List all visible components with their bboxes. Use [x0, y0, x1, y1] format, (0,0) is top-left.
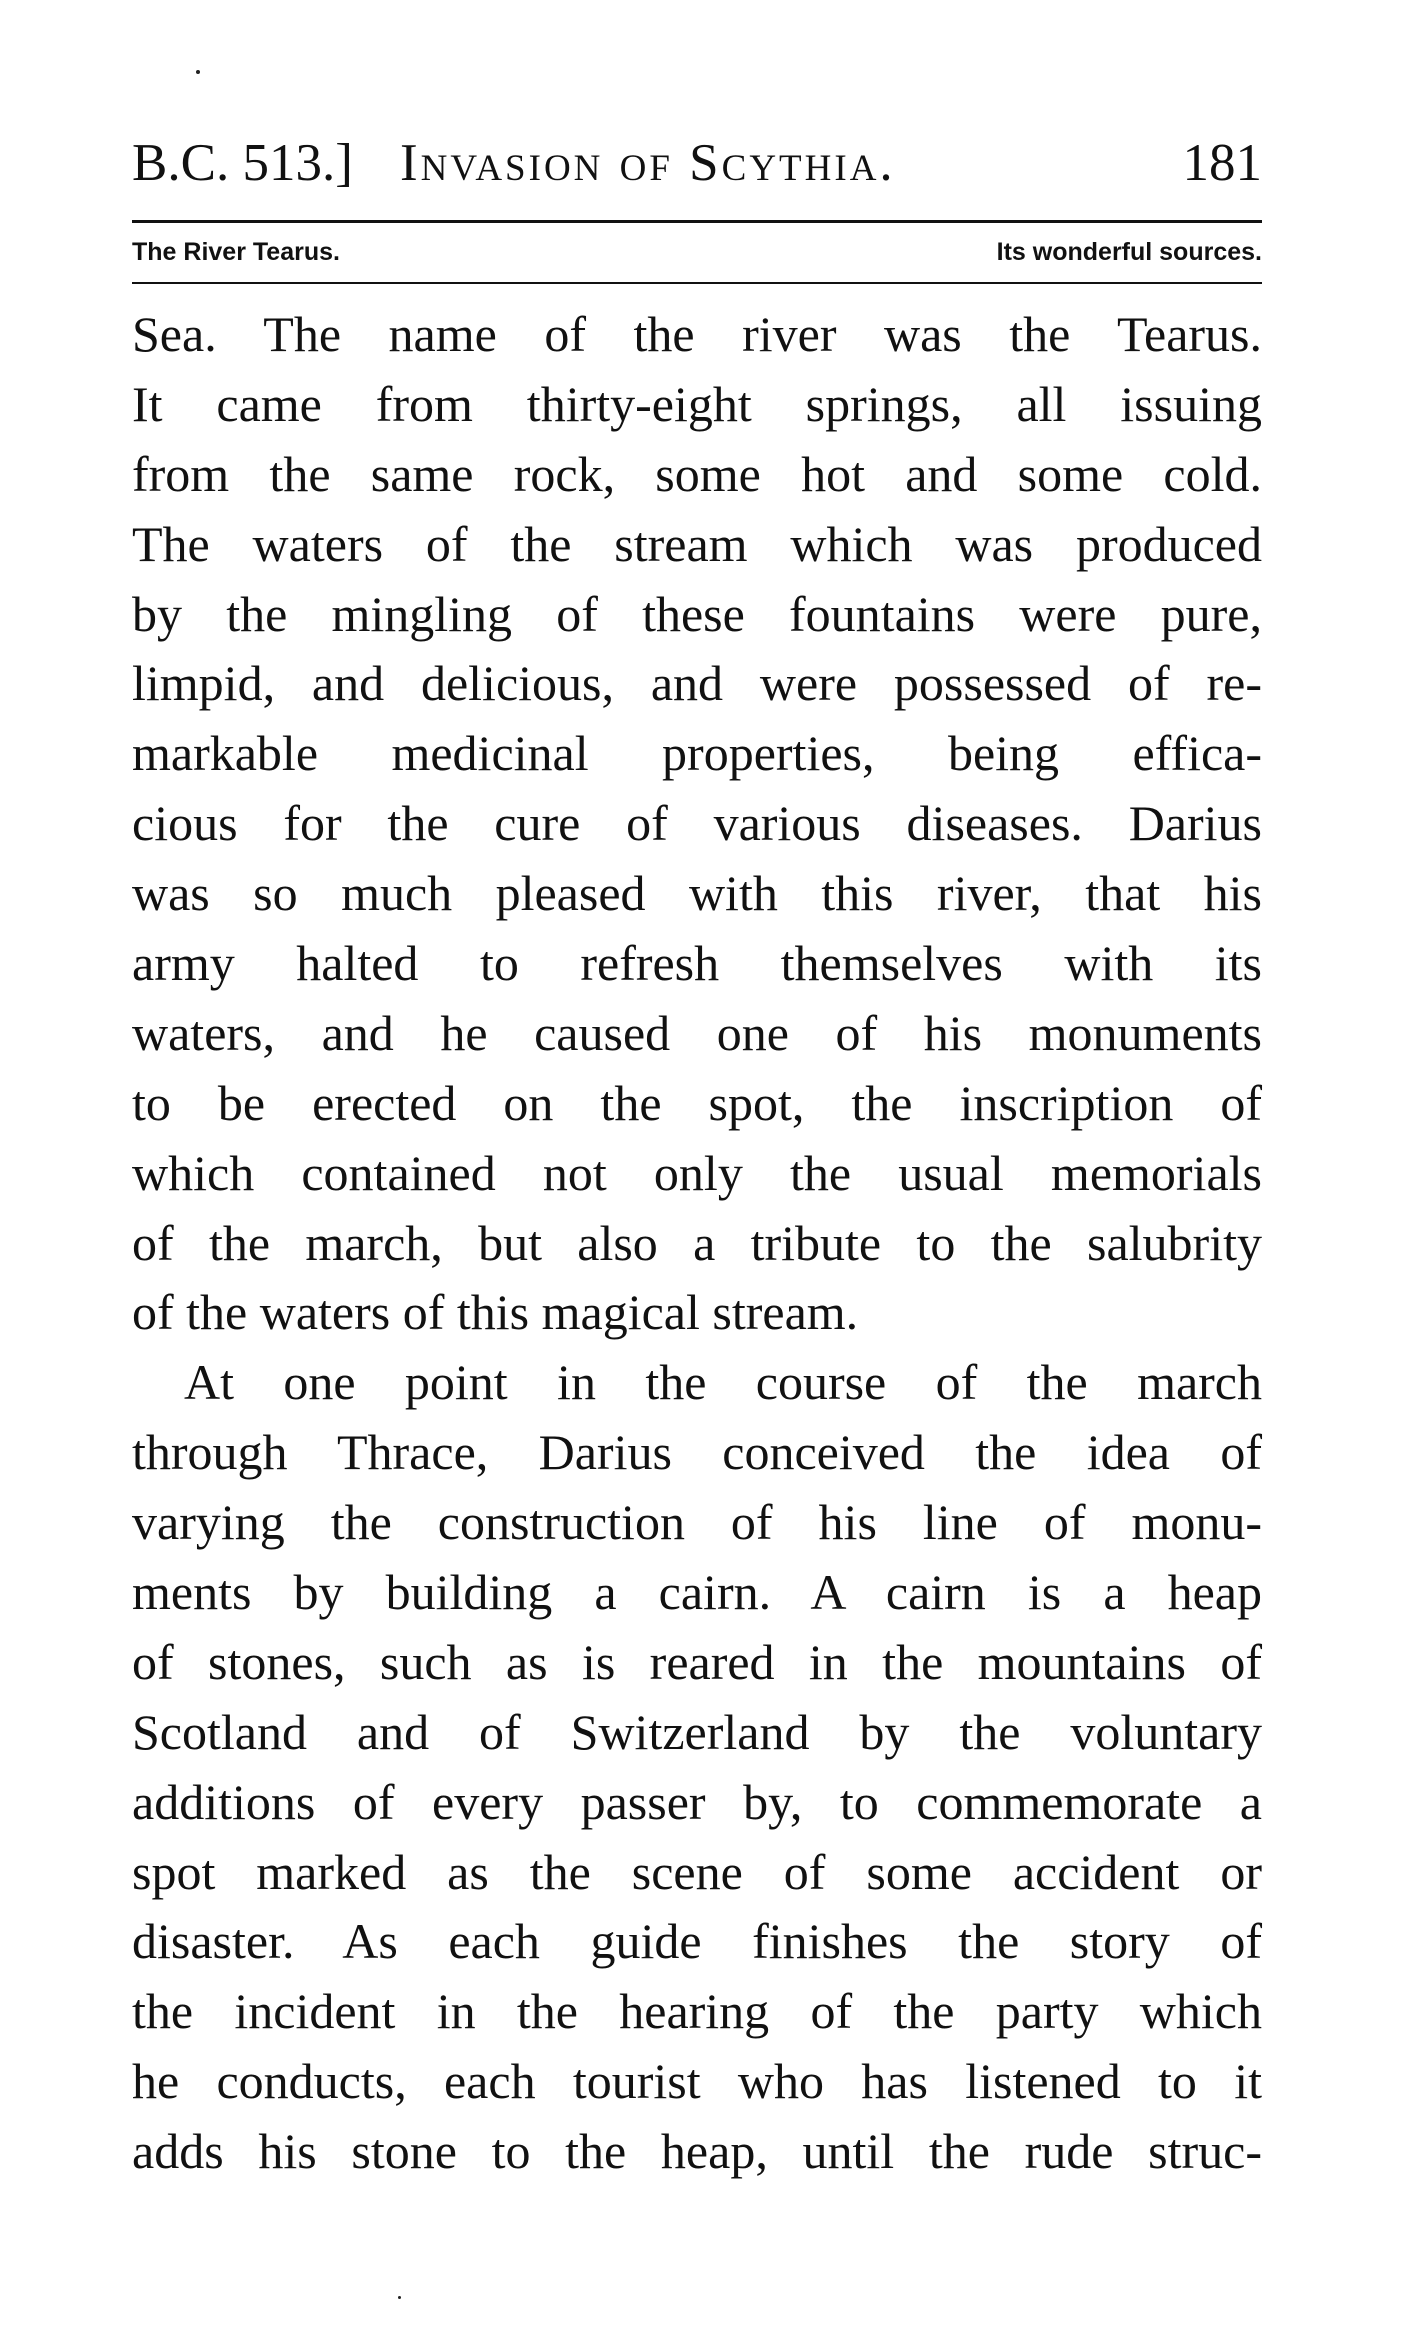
text-line: additions of every passer by, to commemorate a	[132, 1773, 1262, 1830]
text-line: was so much pleased with this river, that his	[132, 865, 1262, 922]
sidenote-right: Its wonderful sources.	[996, 238, 1262, 266]
text-line: adds his stone to the heap, until the rude struc-	[132, 2123, 1262, 2180]
text-line: The waters of the stream which was produced	[132, 515, 1262, 572]
text-line: varying the construction of his line of monu-	[132, 1494, 1262, 1551]
text-line: to be erected on the spot, the inscription of	[132, 1074, 1262, 1131]
text-line: spot marked as the scene of some accident or	[132, 1843, 1262, 1900]
text-line: cious for the cure of various diseases. Darius	[132, 795, 1262, 852]
text-line: he conducts, each tourist who has listened to it	[132, 2053, 1262, 2110]
text-line: from the same rock, some hot and some cold.	[132, 445, 1262, 502]
chapter-title: Invasion of Scythia.	[400, 134, 896, 192]
ink-speck	[196, 70, 200, 74]
text-line: of stones, such as is reared in the mountains of	[132, 1633, 1262, 1690]
text-line: army halted to refresh themselves with its	[132, 935, 1262, 992]
paragraph	[132, 300, 1262, 1348]
text-line: markable medicinal properties, being effica-	[132, 725, 1262, 782]
text-line: of the waters of this magical stream.	[132, 1284, 859, 1341]
text-line: At one point in the course of the march	[184, 1354, 1262, 1411]
text-line: the incident in the hearing of the party which	[132, 1983, 1262, 2040]
text-line: which contained not only the usual memorials	[132, 1144, 1262, 1201]
header-rule	[132, 220, 1262, 223]
paragraph	[132, 1348, 1262, 2187]
ink-speck	[398, 2296, 401, 2299]
sidenote-left: The River Tearus.	[132, 238, 340, 266]
text-line: limpid, and delicious, and were possessed of re-	[132, 655, 1262, 712]
text-line: waters, and he caused one of his monuments	[132, 1004, 1262, 1061]
sidenote-row	[132, 232, 1262, 272]
body-text	[132, 300, 1262, 2187]
text-line: Scotland and of Switzerland by the voluntary	[132, 1703, 1262, 1760]
text-line: by the mingling of these fountains were pure,	[132, 585, 1262, 642]
text-line: It came from thirty-eight springs, all issuing	[132, 375, 1262, 432]
text-line: disaster. As each guide finishes the story of	[132, 1913, 1262, 1970]
text-line: through Thrace, Darius conceived the idea of	[132, 1424, 1262, 1481]
text-line: of the march, but also a tribute to the salubrity	[132, 1214, 1262, 1271]
page-number: 181	[1182, 134, 1262, 192]
text-line: ments by building a cairn. A cairn is a heap	[132, 1564, 1262, 1621]
running-head	[132, 128, 1262, 198]
sidenote-rule	[132, 282, 1262, 284]
text-line: Sea. The name of the river was the Tearus.	[132, 306, 1262, 362]
date-reference: B.C. 513.]	[132, 134, 353, 192]
